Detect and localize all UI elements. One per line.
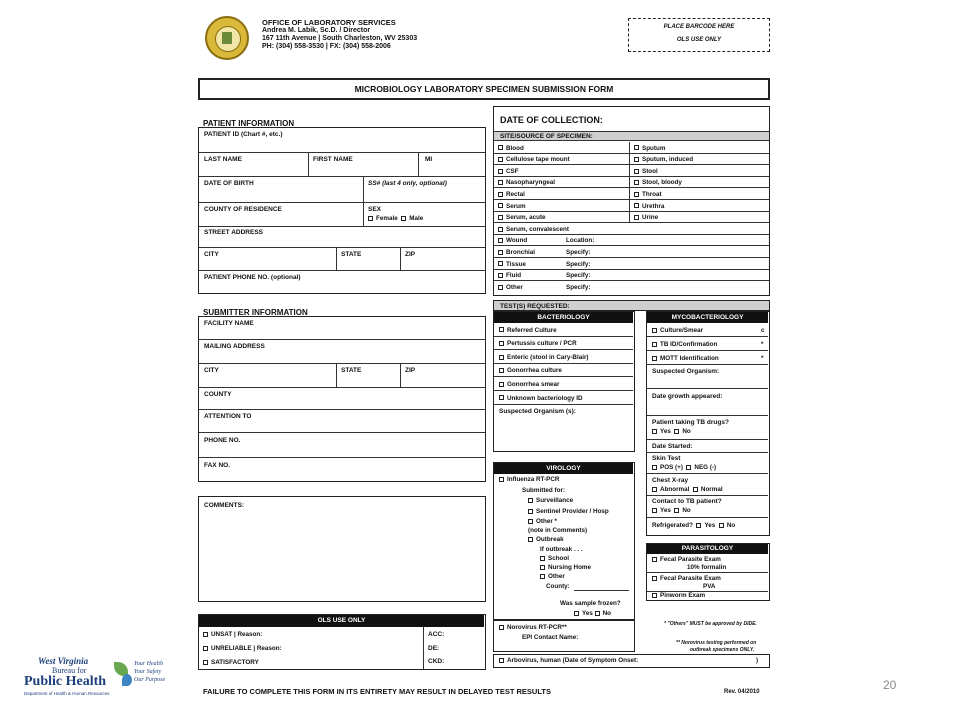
site-row-full: [498, 249, 535, 256]
pinworm-label: Pinworm Exam: [660, 592, 706, 599]
site-checkbox[interactable]: [634, 157, 639, 162]
parasitology-heading: PARASITOLOGY: [647, 544, 768, 554]
site-row-left: [498, 168, 519, 175]
form-title-box: [198, 78, 770, 100]
pinworm-option: [652, 592, 705, 599]
bact-checkbox[interactable]: [499, 341, 504, 346]
site-row-left: [498, 191, 525, 198]
county-line[interactable]: [574, 590, 629, 591]
site-checkbox[interactable]: [498, 145, 503, 150]
site-label: Serum: [506, 202, 526, 210]
refrigerated-label: Refrigerated?: [652, 522, 693, 529]
site-row-right: [634, 168, 658, 175]
note-comments: (note in Comments): [528, 527, 588, 534]
barcode-sub: OLS USE ONLY: [676, 37, 722, 43]
myco-mark: *: [761, 341, 764, 348]
site-suffix[interactable]: Specify:: [566, 272, 591, 280]
nursing-option: [540, 564, 591, 571]
site-checkbox[interactable]: [498, 273, 503, 278]
city-field[interactable]: CITY: [204, 251, 219, 258]
tb-drugs-yes-checkbox[interactable]: [652, 429, 657, 434]
skin-test-label: Skin Test: [652, 455, 681, 462]
comments-label: COMMENTS:: [204, 502, 245, 509]
date-of-collection[interactable]: DATE OF COLLECTION:: [500, 115, 603, 125]
site-label: Sputum: [642, 144, 666, 152]
submitter-city-field[interactable]: CITY: [204, 367, 219, 374]
nursing-label: Nursing Home: [548, 564, 592, 571]
abnormal-checkbox[interactable]: [652, 487, 657, 492]
tb-drugs-options: [652, 428, 691, 435]
outbreak-other-checkbox[interactable]: [540, 574, 545, 579]
unreliable-option: [203, 645, 282, 652]
myco-heading: MYCOBACTERIOLOGY: [647, 312, 768, 323]
site-label: CSF: [506, 167, 519, 175]
tb-drugs-label: Patient taking TB drugs?: [652, 419, 729, 426]
sex-options: [368, 215, 423, 222]
male-checkbox[interactable]: [401, 216, 406, 221]
abnormal-label: Abnormal: [660, 486, 690, 493]
school-label: School: [548, 555, 569, 562]
comments-box[interactable]: [198, 496, 486, 602]
logo-bureau: Bureau for: [52, 666, 87, 675]
tb-drugs-no-checkbox[interactable]: [674, 429, 679, 434]
surveillance-label: Surveillance: [536, 497, 574, 504]
fecal-pva-label: Fecal Parasite Exam: [660, 575, 721, 582]
myco-checkbox[interactable]: [652, 342, 657, 347]
outbreak-option: [528, 536, 564, 543]
noro-note: ** Norovirus testing performed on: [676, 640, 757, 646]
normal-checkbox[interactable]: [693, 487, 698, 492]
site-row-right: [634, 179, 682, 186]
satisfactory-option: [203, 659, 259, 666]
female-checkbox[interactable]: [368, 216, 373, 221]
site-checkbox[interactable]: [498, 250, 503, 255]
barcode-box: [628, 18, 770, 52]
arbovirus-option: [499, 657, 638, 664]
myco-label: TB ID/Confirmation: [660, 341, 718, 348]
outbreak-other-option: [540, 573, 565, 580]
bact-label: Referred Culture: [507, 326, 557, 334]
site-checkbox[interactable]: [634, 203, 639, 208]
fecal-pva-option: [652, 575, 721, 582]
viro-other-checkbox[interactable]: [528, 519, 533, 524]
refrigerated-no-checkbox[interactable]: [719, 523, 724, 528]
viro-other-label: Other *: [536, 518, 557, 525]
ssn-field[interactable]: SS# (last 4 only, optional): [368, 180, 447, 187]
frozen-options: [574, 610, 611, 617]
growth-date-field[interactable]: Date growth appeared:: [652, 393, 723, 400]
mycobacteriology-section: [646, 311, 770, 536]
submitter-phone-field[interactable]: PHONE NO.: [204, 437, 241, 444]
female-label: Female: [376, 215, 398, 222]
bact-option: [499, 327, 557, 334]
myco-label: Culture/Smear: [660, 327, 704, 334]
outbreak-checkbox[interactable]: [528, 537, 533, 542]
bact-option: [499, 381, 560, 388]
norovirus-option: [499, 624, 567, 631]
zip-field[interactable]: ZIP: [405, 251, 416, 258]
site-row-right: [634, 145, 665, 152]
bact-label: Pertussis culture / PCR: [507, 340, 577, 348]
site-checkbox[interactable]: [498, 238, 503, 243]
site-label: Cellulose tape mount: [506, 156, 570, 164]
bact-option: [499, 340, 577, 347]
neg-label: NEG (-): [694, 464, 717, 471]
norovirus-section: [493, 620, 635, 652]
site-label: Other: [506, 283, 523, 291]
submitter-county-field[interactable]: COUNTY: [204, 391, 232, 398]
attention-field[interactable]: ATTENTION TO: [204, 413, 252, 420]
dob-field[interactable]: DATE OF BIRTH: [204, 180, 254, 187]
contact-yes-checkbox[interactable]: [652, 508, 657, 513]
ols-use-box: [198, 614, 486, 670]
nursing-checkbox[interactable]: [540, 565, 545, 570]
site-label: Stool: [642, 167, 658, 175]
sentinel-option: [528, 508, 609, 515]
submitted-for-label: Submitted for:: [522, 487, 566, 494]
site-row-right: [634, 203, 664, 210]
myco-checkbox[interactable]: [652, 328, 657, 333]
site-label: Serum, convalescent: [506, 225, 569, 233]
site-row-full: [498, 261, 526, 268]
surveillance-checkbox[interactable]: [528, 498, 533, 503]
fax-field[interactable]: FAX NO.: [204, 462, 231, 469]
county-field[interactable]: COUNTY OF RESIDENCE: [204, 206, 282, 213]
tag-health: Your Health: [134, 661, 163, 667]
epi-contact-field[interactable]: EPI Contact Name:: [522, 634, 579, 641]
site-label: Blood: [506, 144, 524, 152]
site-label: Urine: [642, 214, 659, 222]
wv-public-health-logo: [24, 656, 170, 702]
site-checkbox[interactable]: [498, 261, 503, 266]
site-label: Stool, bloody: [642, 179, 682, 187]
de-field[interactable]: DE:: [428, 645, 440, 652]
site-row-right: [634, 214, 658, 221]
satisfactory-label: SATISFACTORY: [211, 659, 259, 666]
norovirus-checkbox[interactable]: [499, 625, 504, 630]
logo-dept: Department of Health & Human Resources: [24, 691, 110, 696]
ols-heading: OLS USE ONLY: [199, 615, 484, 627]
bact-checkbox[interactable]: [499, 382, 504, 387]
refrigerated-yes-checkbox[interactable]: [696, 523, 701, 528]
site-row-left: [498, 214, 546, 221]
unreliable-checkbox[interactable]: [203, 646, 208, 651]
patient-section: [198, 127, 486, 294]
bact-checkbox[interactable]: [499, 368, 504, 373]
tag-safety: Your Safety: [134, 669, 162, 675]
office-name: OFFICE OF LABORATORY SERVICES: [262, 18, 396, 27]
refrig-yes-label: Yes: [704, 522, 716, 529]
ckd-field[interactable]: CKD:: [428, 658, 445, 665]
site-checkbox[interactable]: [498, 285, 503, 290]
parasitology-section: [646, 543, 770, 601]
site-label: Sputum, induced: [642, 156, 694, 164]
tb-yes-label: Yes: [660, 428, 671, 435]
tb-no-label: No: [682, 428, 691, 435]
arbovirus-row: [493, 654, 770, 668]
patient-heading: PATIENT INFORMATION: [203, 119, 295, 128]
site-row-left: [498, 203, 526, 210]
site-heading: SITE/SOURCE OF SPECIMEN:: [494, 131, 769, 141]
site-checkbox[interactable]: [498, 192, 503, 197]
sentinel-label: Sentinel Provider / Hosp: [536, 508, 609, 515]
fecal-formalin-option: [652, 556, 721, 563]
sentinel-checkbox[interactable]: [528, 509, 533, 514]
virology-heading: VIROLOGY: [494, 463, 633, 474]
bact-label: Enteric (stool in Cary-Blair): [507, 353, 589, 361]
myco-checkbox[interactable]: [652, 356, 657, 361]
bact-checkbox[interactable]: [499, 355, 504, 360]
school-checkbox[interactable]: [540, 556, 545, 561]
page-number: 20: [883, 678, 897, 692]
pos-checkbox[interactable]: [652, 465, 657, 470]
contact-yes-label: Yes: [660, 507, 671, 514]
myco-label: MOTT Identification: [660, 355, 719, 362]
submitter-zip-field[interactable]: ZIP: [405, 367, 416, 374]
contact-options: [652, 507, 691, 514]
formalin-label: 10% formalin: [687, 564, 727, 571]
myco-option: [652, 341, 717, 348]
bact-label: Gonorrhea smear: [507, 380, 560, 388]
site-row-full: [498, 272, 521, 279]
pinworm-checkbox[interactable]: [652, 593, 657, 598]
site-label: Tissue: [506, 260, 526, 268]
barcode-title: PLACE BARCODE HERE: [663, 24, 735, 30]
myco-option: [652, 327, 703, 334]
school-option: [540, 555, 569, 562]
bact-label: Gonorrhea culture: [507, 367, 562, 375]
virology-section: [493, 462, 635, 620]
frozen-yes-label: Yes: [582, 610, 593, 617]
site-row-full: [498, 284, 523, 291]
patient-id-field[interactable]: PATIENT ID (Chart #, etc.): [204, 131, 283, 138]
site-row-right: [634, 191, 662, 198]
influenza-option: [499, 476, 559, 483]
site-label: Rectal: [506, 190, 525, 198]
others-note: * "Others" MUST be approved by DIDE.: [664, 621, 757, 627]
frozen-label: Was sample frozen?: [560, 600, 621, 607]
site-suffix[interactable]: Location:: [566, 237, 595, 245]
acc-field[interactable]: ACC:: [428, 631, 445, 638]
bact-option: [499, 395, 583, 402]
site-checkbox[interactable]: [498, 169, 503, 174]
form-title: MICROBIOLOGY LABORATORY SPECIMEN SUBMISSION FORM: [354, 84, 614, 94]
site-row-right: [634, 156, 693, 163]
outbreak-label: Outbreak: [536, 536, 564, 543]
influenza-label: Influenza RT-PCR: [507, 476, 560, 483]
tests-heading: TEST(S) REQUESTED:: [493, 300, 770, 311]
frozen-no-label: No: [602, 610, 612, 617]
lab-address: 167 11th Avenue | South Charleston, WV 25303: [262, 35, 418, 42]
site-row-left: [498, 145, 524, 152]
xray-options: [652, 486, 723, 493]
fecal-formalin-label: Fecal Parasite Exam: [660, 556, 721, 563]
bacteriology-section: [493, 311, 635, 452]
site-label: Serum, acute: [506, 214, 546, 222]
site-label: Wound: [506, 237, 528, 245]
director: Andrea M. Labik, Sc.D. / Director: [262, 27, 371, 34]
norovirus-label: Norovirus RT-PCR**: [507, 624, 567, 631]
submitter-section: [198, 316, 486, 482]
xray-label: Chest X-ray: [652, 477, 689, 484]
state-seal: [205, 16, 249, 60]
site-label: Urethra: [642, 202, 665, 210]
refrig-no-label: No: [726, 522, 736, 529]
arbovirus-label: Arbovirus, human (Date of Symptom Onset:: [507, 657, 639, 664]
submitter-state-field[interactable]: STATE: [341, 367, 362, 374]
site-row-left: [498, 179, 555, 186]
county-label: County:: [546, 583, 570, 590]
site-label: Fluid: [506, 272, 522, 280]
last-name-field[interactable]: LAST NAME: [204, 156, 242, 163]
unsat-option: [203, 631, 262, 638]
site-checkbox[interactable]: [498, 157, 503, 162]
pos-label: POS (+): [660, 464, 683, 471]
contact-no-checkbox[interactable]: [674, 508, 679, 513]
outbreak-other-label: Other: [548, 573, 565, 580]
contact-no-label: No: [682, 507, 691, 514]
contact-label: Contact to TB patient?: [652, 498, 722, 505]
site-row-full: [498, 226, 569, 233]
influenza-checkbox[interactable]: [499, 477, 504, 482]
site-label: Throat: [642, 190, 662, 198]
bact-checkbox[interactable]: [499, 327, 504, 332]
revision: Rev. 04/2010: [724, 689, 760, 695]
submitter-heading: SUBMITTER INFORMATION: [203, 308, 308, 317]
mi-field[interactable]: MI: [425, 156, 433, 163]
bact-label: Unknown bacteriology ID: [507, 394, 583, 402]
fecal-formalin-checkbox[interactable]: [652, 557, 657, 562]
bacteriology-heading: BACTERIOLOGY: [494, 312, 633, 323]
if-outbreak-label: If outbreak . . .: [540, 546, 583, 553]
myco-suspected-field[interactable]: Suspected Organism:: [652, 368, 720, 375]
logo-state: West Virginia: [38, 656, 89, 666]
site-checkbox[interactable]: [634, 169, 639, 174]
logo-name: Public Health: [24, 674, 107, 689]
unsat-checkbox[interactable]: [203, 632, 208, 637]
bact-option: [499, 367, 562, 374]
myco-option: [652, 355, 719, 362]
viro-other-option: [528, 518, 557, 525]
site-checkbox[interactable]: [634, 145, 639, 150]
fecal-pva-checkbox[interactable]: [652, 576, 657, 581]
state-field[interactable]: STATE: [341, 251, 362, 258]
male-label: Male: [409, 215, 424, 222]
unreliable-label: UNRELIABLE | Reason:: [211, 645, 282, 652]
arbovirus-close: ): [756, 657, 759, 664]
lab-header: [262, 18, 417, 51]
unsat-label: UNSAT | Reason:: [211, 631, 263, 638]
facility-field[interactable]: FACILITY NAME: [204, 320, 254, 327]
site-checkbox[interactable]: [498, 227, 503, 232]
site-checkbox[interactable]: [634, 180, 639, 185]
site-checkbox[interactable]: [634, 215, 639, 220]
site-label: Bronchial: [506, 248, 536, 256]
arbovirus-checkbox[interactable]: [499, 658, 504, 663]
sex-label: SEX: [368, 206, 382, 213]
site-suffix[interactable]: Specify:: [566, 283, 591, 291]
refrigerated-options: [652, 522, 735, 529]
site-checkbox[interactable]: [498, 215, 503, 220]
site-checkbox[interactable]: [498, 203, 503, 208]
myco-mark: c: [761, 327, 765, 334]
street-field[interactable]: STREET ADDRESS: [204, 229, 263, 236]
frozen-yes-checkbox[interactable]: [574, 611, 579, 616]
drop-icon: [122, 674, 132, 686]
surveillance-option: [528, 497, 573, 504]
site-checkbox[interactable]: [634, 192, 639, 197]
myco-mark: *: [761, 355, 764, 362]
frozen-no-checkbox[interactable]: [595, 611, 600, 616]
pva-label: PVA: [703, 583, 716, 590]
site-label: Nasopharyngeal: [506, 179, 555, 187]
mailing-field[interactable]: MAILING ADDRESS: [204, 343, 265, 350]
noro-note-2: outbreak specimens ONLY.: [690, 647, 755, 653]
bact-option: [499, 354, 589, 361]
patient-phone-field[interactable]: PATIENT PHONE NO. (optional): [204, 274, 301, 281]
skin-test-options: [652, 464, 716, 471]
first-name-field[interactable]: FIRST NAME: [313, 156, 353, 163]
tag-purpose: Our Purpose: [134, 677, 166, 683]
neg-checkbox[interactable]: [686, 465, 691, 470]
date-started-field[interactable]: Date Started:: [652, 443, 693, 450]
satisfactory-checkbox[interactable]: [203, 660, 208, 665]
bact-suspected-field[interactable]: Suspected Organism (s):: [499, 408, 576, 415]
lab-phone: PH: (304) 558-3530 | FX: (304) 558-2006: [262, 43, 391, 50]
failure-warning: FAILURE TO COMPLETE THIS FORM IN ITS ENTIRETY MAY RESULT IN DELAYED TEST RESULTS: [203, 687, 551, 696]
site-suffix[interactable]: Specify:: [566, 248, 591, 256]
site-suffix[interactable]: Specify:: [566, 260, 591, 268]
site-checkbox[interactable]: [498, 180, 503, 185]
bact-checkbox[interactable]: [499, 395, 504, 400]
site-row-full: [498, 237, 527, 244]
normal-label: Normal: [700, 486, 723, 493]
collection-section: [493, 106, 770, 296]
site-row-left: [498, 156, 570, 163]
